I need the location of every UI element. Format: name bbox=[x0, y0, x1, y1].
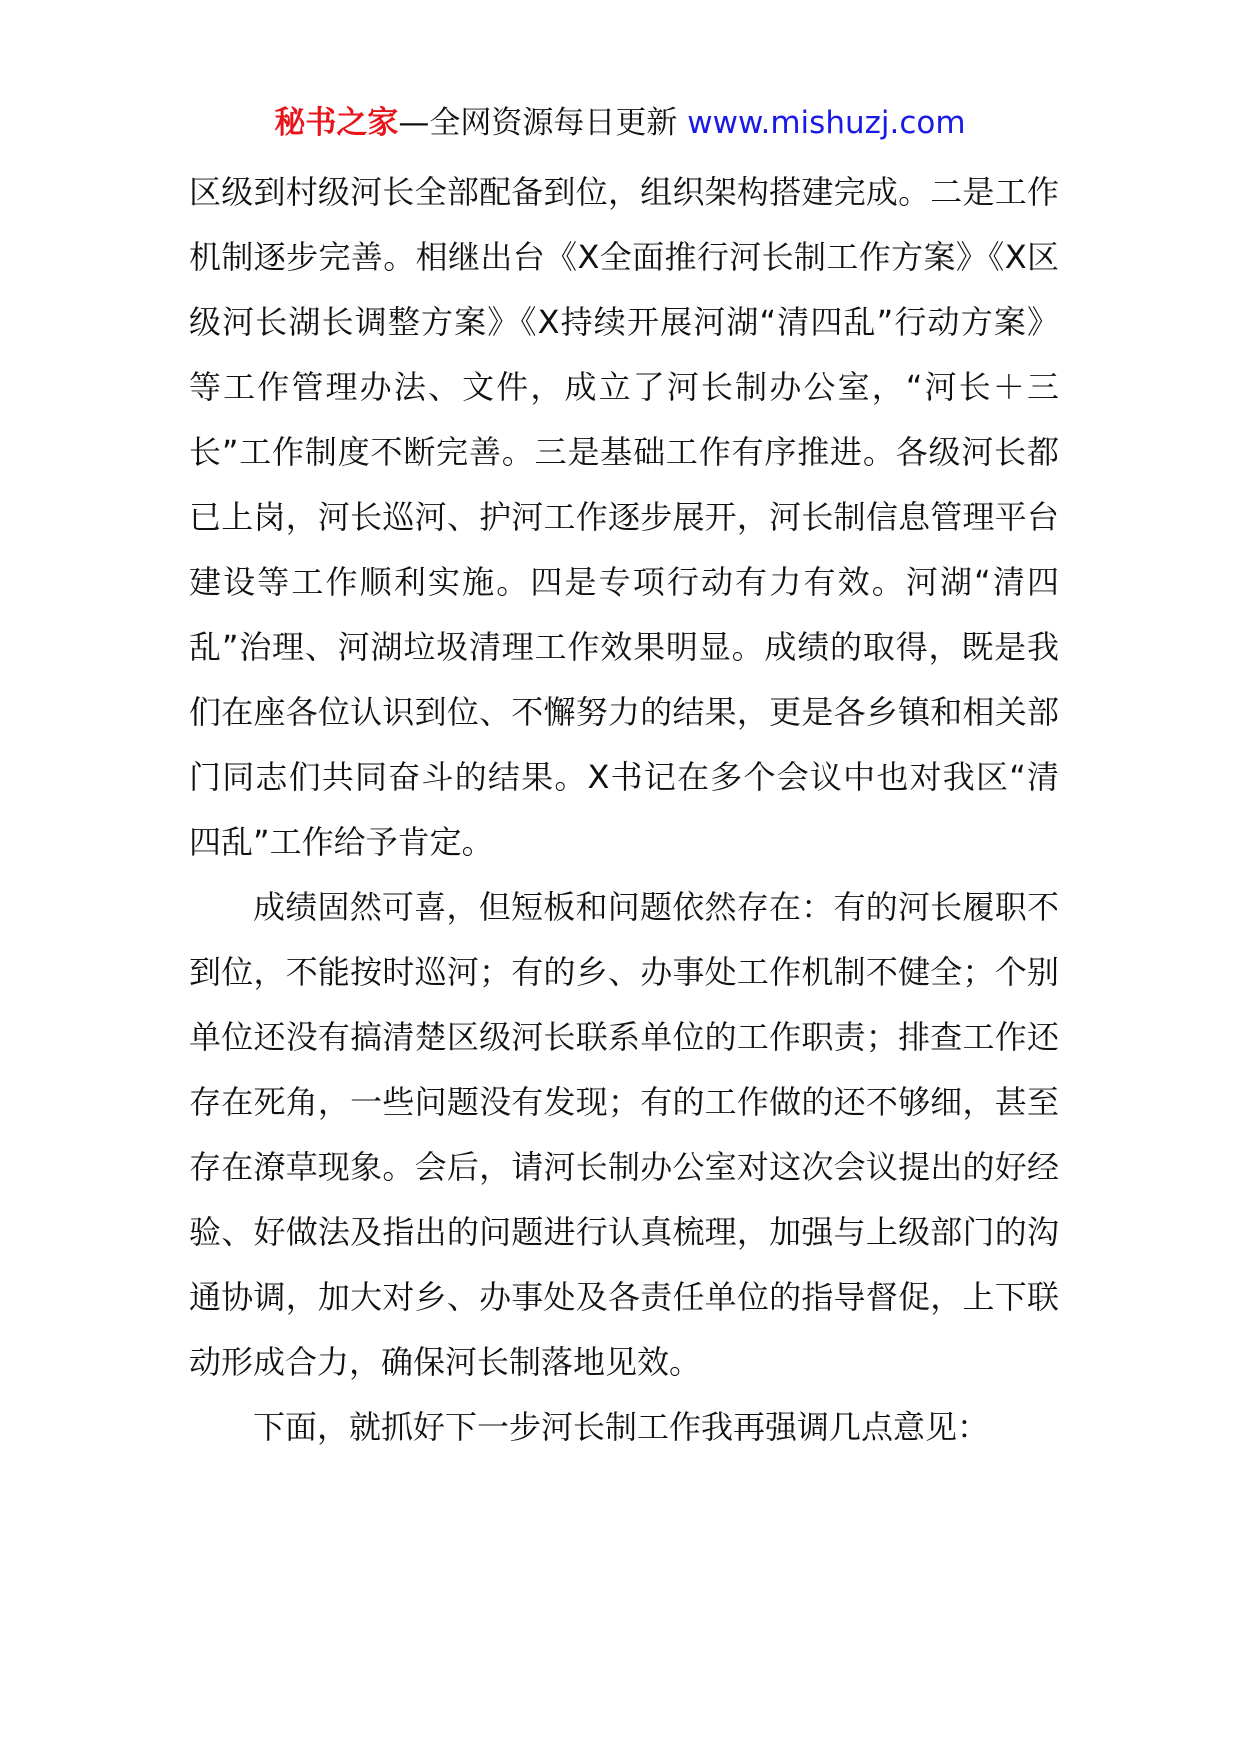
paragraph-achievements: 区级到村级河长全部配备到位，组织架构搭建完成。二是工作机制逐步完善。相继出台《X全面推行河长制工作方案》《X区级河长湖长调整方案》《X持续开展河湖“清四乱”行动方案》等工作管理办法、文件，成立了河长制办公室，“河长＋三长”工作制度不断完善。三是基础工作有序推进。各级河长都已上岗，河长巡河、护河工作逐步展开，河长制信息管理平台建设等工作顺利实施。四是专项行动有力有效。河湖“清四乱”治理、河湖垃圾清理工作效果明显。成绩的取得，既是我们在座各位认识到位、不懈努力的结果，更是各乡镇和相关部门同志们共同奋斗的结果。X书记在多个会议中也对我区“清四乱”工作给予肯定。 bbox=[189, 173, 1059, 861]
paragraph-next-steps: 下面，就抓好下一步河长制工作我再强调几点意见： bbox=[253, 1408, 990, 1446]
document-body bbox=[189, 160, 1059, 1460]
paragraph-problems: 成绩固然可喜，但短板和问题依然存在：有的河长履职不到位，不能按时巡河；有的乡、办事处工作机制不健全；个别单位还没有搞清楚区级河长联系单位的工作职责；排查工作还存在死角，一些问题没有发现；有的工作做的还不够细，甚至存在潦草现象。会后，请河长制办公室对这次会议提出的好经验、好做法及指出的问题进行认真梳理，加强与上级部门的沟通协调，加大对乡、办事处及各责任单位的指导督促，上下联动形成合力，确保河长制落地见效。 bbox=[189, 888, 1059, 1381]
website-link[interactable]: www.mishuzj.com bbox=[687, 105, 966, 141]
brand-name: 秘书之家 bbox=[274, 105, 399, 141]
page-header bbox=[0, 100, 1240, 146]
header-tagline: —全网资源每日更新 bbox=[398, 105, 688, 141]
